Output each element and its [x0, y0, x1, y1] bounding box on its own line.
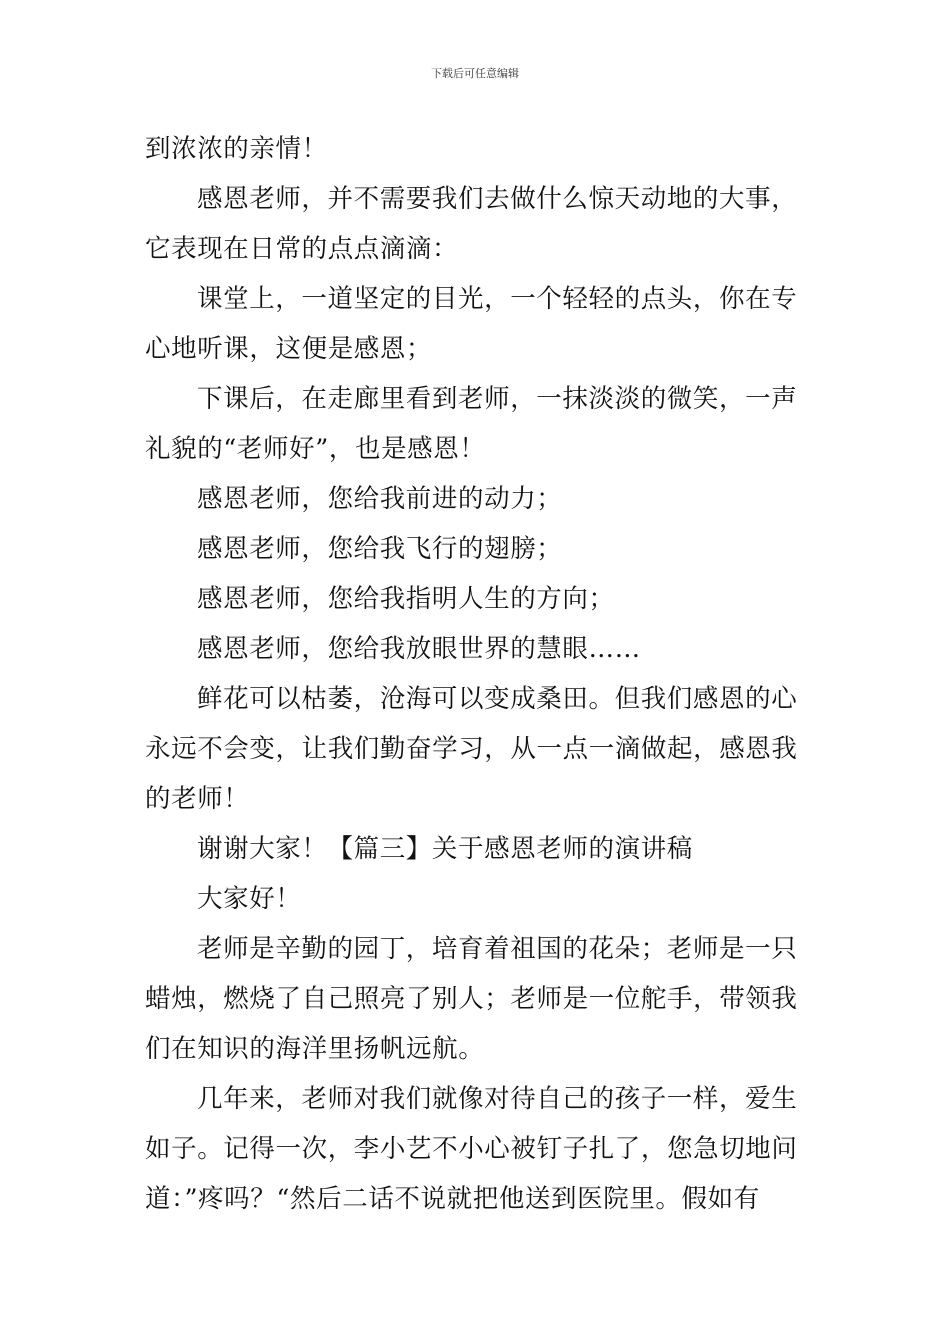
text-line: 感恩老师，您给我指明人生的方向；: [197, 584, 615, 614]
text-line: 礼貌的“老师好”，也是感恩！: [145, 434, 486, 464]
text-line: 永远不会变，让我们勤奋学习，从一点一滴做起，感恩我: [145, 734, 798, 764]
text-line: 道：”疼吗？“然后二话不说就把他送到医院里。假如有: [145, 1184, 760, 1214]
text-line: 感恩老师，您给我放眼世界的慧眼……: [197, 634, 641, 664]
text-line: 大家好！: [197, 884, 302, 914]
text-line: 感恩老师，并不需要我们去做什么惊天动地的大事，: [197, 184, 798, 214]
text-line: 的老师！: [145, 784, 250, 814]
text-line: 如子。记得一次，李小艺不小心被钉子扎了，您急切地问: [145, 1134, 798, 1164]
text-line: 们在知识的海洋里扬帆远航。: [145, 1034, 485, 1064]
text-line: 心地听课，这便是感恩；: [145, 334, 433, 364]
document-body: [145, 124, 810, 1224]
text-line: 感恩老师，您给我前进的动力；: [197, 484, 563, 514]
text-line: 蜡烛，燃烧了自己照亮了别人；老师是一位舵手，带领我: [145, 984, 798, 1014]
text-line: 谢谢大家！【篇三】关于感恩老师的演讲稿: [197, 834, 693, 864]
text-line: 老师是辛勤的园丁，培育着祖国的花朵；老师是一只: [197, 934, 798, 964]
text-line: 到浓浓的亲情！: [145, 134, 328, 164]
text-line: 几年来，老师对我们就像对待自己的孩子一样，爱生: [197, 1084, 798, 1114]
text-line: 它表现在日常的点点滴滴：: [145, 234, 459, 264]
text-line: 鲜花可以枯萎，沧海可以变成桑田。但我们感恩的心: [197, 684, 798, 714]
page-header: 下载后可任意编辑: [431, 67, 519, 80]
text-line: 课堂上，一道坚定的目光，一个轻轻的点头，你在专: [197, 284, 798, 314]
text-line: 感恩老师，您给我飞行的翅膀；: [197, 534, 563, 564]
text-line: 下课后，在走廊里看到老师，一抹淡淡的微笑，一声: [197, 384, 798, 414]
